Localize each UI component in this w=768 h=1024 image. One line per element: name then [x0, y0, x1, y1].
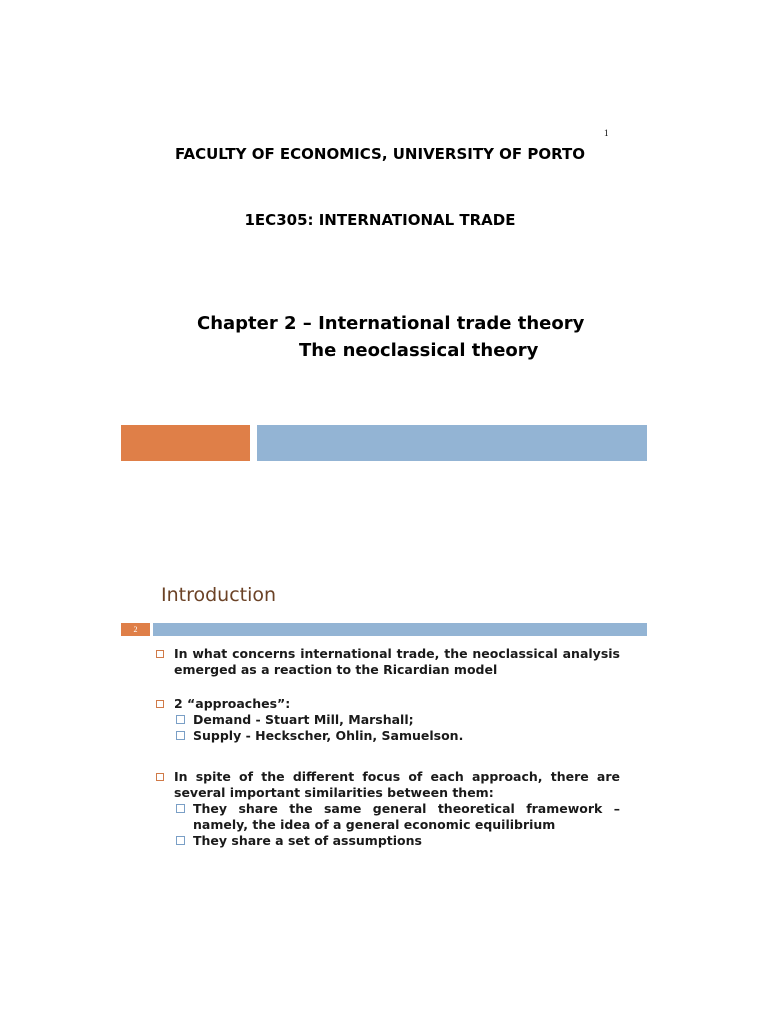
blue-accent-bar [257, 425, 647, 461]
sub-bullet-item [174, 728, 620, 744]
orange-accent-bar [121, 425, 250, 461]
square-bullet-icon [156, 650, 164, 658]
sub-bullet-item [174, 801, 620, 833]
sub-bullet-text: They share the same general theoretical framework – namely, the idea of a general economic equilibrium [193, 801, 620, 832]
introduction-slide [0, 570, 768, 900]
square-sub-bullet-icon [176, 731, 185, 740]
title-underline-bar [153, 623, 647, 636]
square-sub-bullet-icon [176, 804, 185, 813]
square-bullet-icon [156, 773, 164, 781]
course-heading: 1EC305: INTERNATIONAL TRADE [244, 211, 516, 229]
faculty-heading: FACULTY OF ECONOMICS, UNIVERSITY OF PORTO [174, 145, 585, 163]
bullet-text: 2 “approaches”: [174, 696, 291, 711]
square-sub-bullet-icon [176, 715, 185, 724]
square-bullet-icon [156, 700, 164, 708]
slide-title: Introduction [161, 584, 277, 606]
sub-bullet-text: They share a set of assumptions [193, 833, 422, 848]
bullet-item [155, 769, 620, 801]
bullet-list [155, 646, 620, 849]
bullet-item [155, 646, 620, 678]
slide-number-badge: 2 [121, 623, 150, 636]
title-slide [0, 0, 768, 510]
sub-bullet-text: Demand - Stuart Mill, Marshall; [193, 712, 414, 727]
sub-bullet-text: Supply - Heckscher, Ohlin, Samuelson. [193, 728, 464, 743]
page-number: 1 [604, 128, 609, 138]
sub-bullet-item [174, 833, 620, 849]
sub-bullet-item [174, 712, 620, 728]
bullet-item [155, 696, 620, 712]
chapter-subtitle: The neoclassical theory [299, 340, 539, 361]
bullet-text: In spite of the different focus of each approach, there are several important similarities between them: [174, 769, 620, 800]
bullet-text: In what concerns international trade, the neoclassical analysis emerged as a reaction to the Ricardian model [174, 646, 620, 677]
sub-bullet-list [155, 712, 620, 744]
chapter-title: Chapter 2 – International trade theory [197, 313, 585, 334]
square-sub-bullet-icon [176, 836, 185, 845]
sub-bullet-list [155, 801, 620, 849]
